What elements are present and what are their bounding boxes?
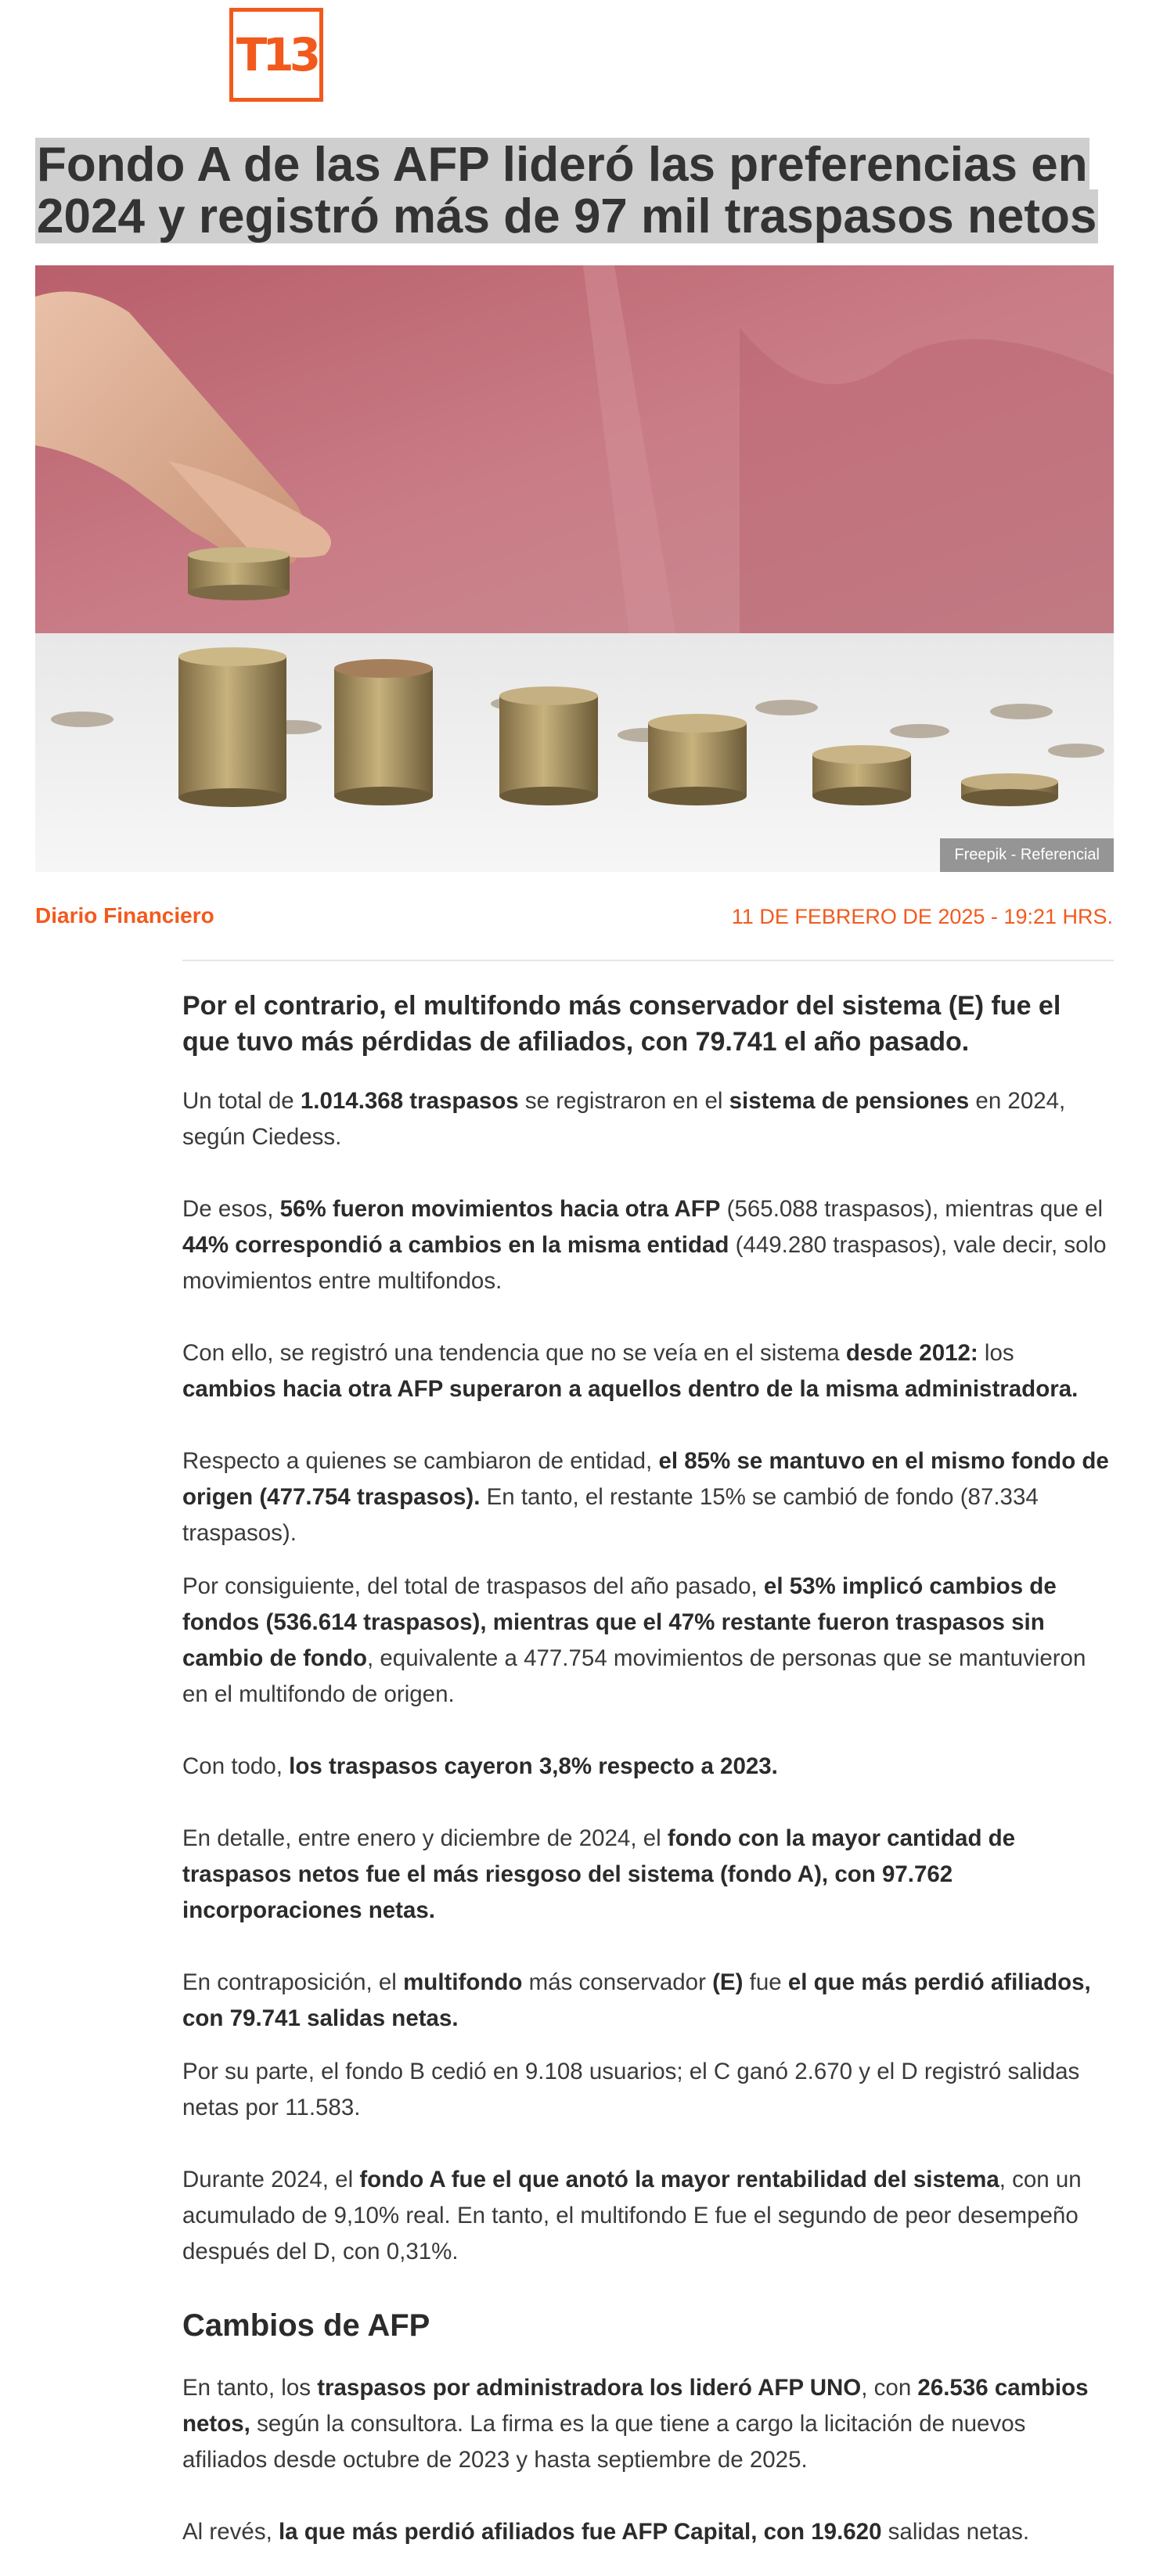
- paragraph: [182, 1569, 1114, 1713]
- bold-text: el que más perdió afiliados, con 79.741 salidas netas.: [182, 1969, 1091, 2031]
- text-run: Con ello, se registró una tendencia que no se veía en el sistema: [182, 1340, 846, 1366]
- text-run: Por consiguiente, del total de traspasos del año pasado,: [182, 1573, 764, 1599]
- text-run: fue: [743, 1969, 788, 1995]
- paragraph: [182, 1335, 1114, 1407]
- bold-text: el 53% implicó cambios de fondos (536.614 traspasos), mientras que el 47% restante fueron traspasos sin cambio de fondo: [182, 1573, 1057, 1671]
- bold-text: fondo con la mayor cantidad de traspasos netos fue el más riesgoso del sistema (fondo A), con 97.762 incorporaciones netas.: [182, 1825, 1016, 1923]
- paragraph: [182, 2514, 1114, 2550]
- bold-text: 56% fueron movimientos hacia otra AFP: [279, 1196, 721, 1222]
- text-run: Con todo,: [182, 1753, 290, 1779]
- bold-text: traspasos por administradora los lideró AFP UNO: [317, 2375, 862, 2401]
- article-lead: Por el contrario, el multifondo más conservador del sistema (E) fue el que tuvo más pérdidas de afiliados, con 79.741 el año pasado.: [182, 991, 1061, 1057]
- article-source[interactable]: Diario Financiero: [35, 903, 214, 928]
- bold-text: el 85% se mantuvo en el mismo fondo de origen (477.754 traspasos).: [182, 1448, 1109, 1510]
- text-run: En tanto, el restante 15% se cambió de fondo (87.334 traspasos).: [182, 1484, 1039, 1546]
- t13-logo[interactable]: [229, 8, 323, 102]
- text-run: , con un acumulado de 9,10% real. En tanto, el multifondo E fue el segundo de peor desempeño después del D, con 0,31%.: [182, 2167, 1082, 2264]
- bold-text: 44% correspondió a cambios en la misma entidad: [182, 1232, 729, 1258]
- bold-text: fondo A fue el que anotó la mayor rentabilidad del sistema: [359, 2167, 999, 2192]
- article-headline: [35, 139, 1115, 243]
- paragraph: [182, 1965, 1114, 2037]
- logo-text: T13: [236, 28, 317, 81]
- paragraph: [182, 1083, 1114, 1155]
- coins-stacks-photo: [35, 265, 1114, 872]
- paragraph: [182, 1821, 1114, 1929]
- section-heading: Cambios de AFP: [182, 2308, 430, 2343]
- text-run: más conservador: [522, 1969, 713, 1995]
- bold-text: 1.014.368 traspasos: [300, 1088, 519, 1114]
- text-run: Respecto a quienes se cambiaron de entidad,: [182, 1448, 659, 1474]
- bold-text: cambios hacia otra AFP superaron a aquellos dentro de la misma administradora.: [182, 1376, 1079, 1402]
- text-run: , con: [861, 2375, 918, 2401]
- bold-text: la que más perdió afiliados fue AFP Capital, con 19.620: [278, 2519, 882, 2545]
- text-run: Durante 2024, el: [182, 2167, 360, 2192]
- text-run: según la consultora. La firma es la que tiene a cargo la licitación de nuevos afiliados desde octubre de 2023 y hasta septiembre de 2025.: [182, 2411, 1026, 2473]
- paragraph: [182, 2162, 1114, 2270]
- text-run: , equivalente a 477.754 movimientos de personas que se mantuvieron en el multifondo de origen.: [182, 1645, 1086, 1707]
- text-run: En detalle, entre enero y diciembre de 2024, el: [182, 1825, 668, 1851]
- bold-text: sistema de pensiones: [729, 1088, 970, 1114]
- headline-text: Fondo A de las AFP lideró las preferencias en 2024 y registró más de 97 mil traspasos netos: [37, 138, 1097, 243]
- article-body: [182, 988, 1114, 2576]
- text-run: Por su parte, el fondo B cedió en 9.108 usuarios; el C ganó 2.670 y el D registró salidas netas por 11.583.: [182, 2059, 1080, 2120]
- text-run: En contraposición, el: [182, 1969, 404, 1995]
- text-run: se registraron en el: [518, 1088, 729, 1114]
- divider: [182, 960, 1114, 961]
- text-run: en 2024, según Ciedess.: [182, 1088, 1066, 1150]
- text-run: Un total de: [182, 1088, 301, 1114]
- paragraph: [182, 2054, 1114, 2126]
- paragraph: [182, 1443, 1114, 1551]
- paragraph: [182, 2370, 1114, 2478]
- image-credit: Freepik - Referencial: [940, 838, 1114, 872]
- paragraph: [182, 1191, 1114, 1299]
- bold-text: (E): [712, 1969, 744, 1995]
- paragraph: [182, 1749, 1114, 1785]
- text-run: los: [978, 1340, 1014, 1366]
- bold-text: 26.536 cambios netos,: [182, 2375, 1089, 2437]
- article-date: 11 DE FEBRERO DE 2025 - 19:21 HRS.: [731, 905, 1113, 928]
- text-run: (449.280 traspasos), vale decir, solo movimientos entre multifondos.: [182, 1232, 1107, 1294]
- text-run: salidas netas.: [881, 2519, 1030, 2545]
- bold-text: multifondo: [403, 1969, 523, 1995]
- text-run: Al revés,: [182, 2519, 279, 2545]
- bold-text: los traspasos cayeron 3,8% respecto a 2023.: [289, 1753, 778, 1779]
- text-run: En tanto, los: [182, 2375, 318, 2401]
- hero-image: [35, 265, 1114, 872]
- bold-text: desde 2012:: [845, 1340, 978, 1366]
- text-run: (565.088 traspasos), mientras que el: [720, 1196, 1104, 1222]
- text-run: De esos,: [182, 1196, 280, 1222]
